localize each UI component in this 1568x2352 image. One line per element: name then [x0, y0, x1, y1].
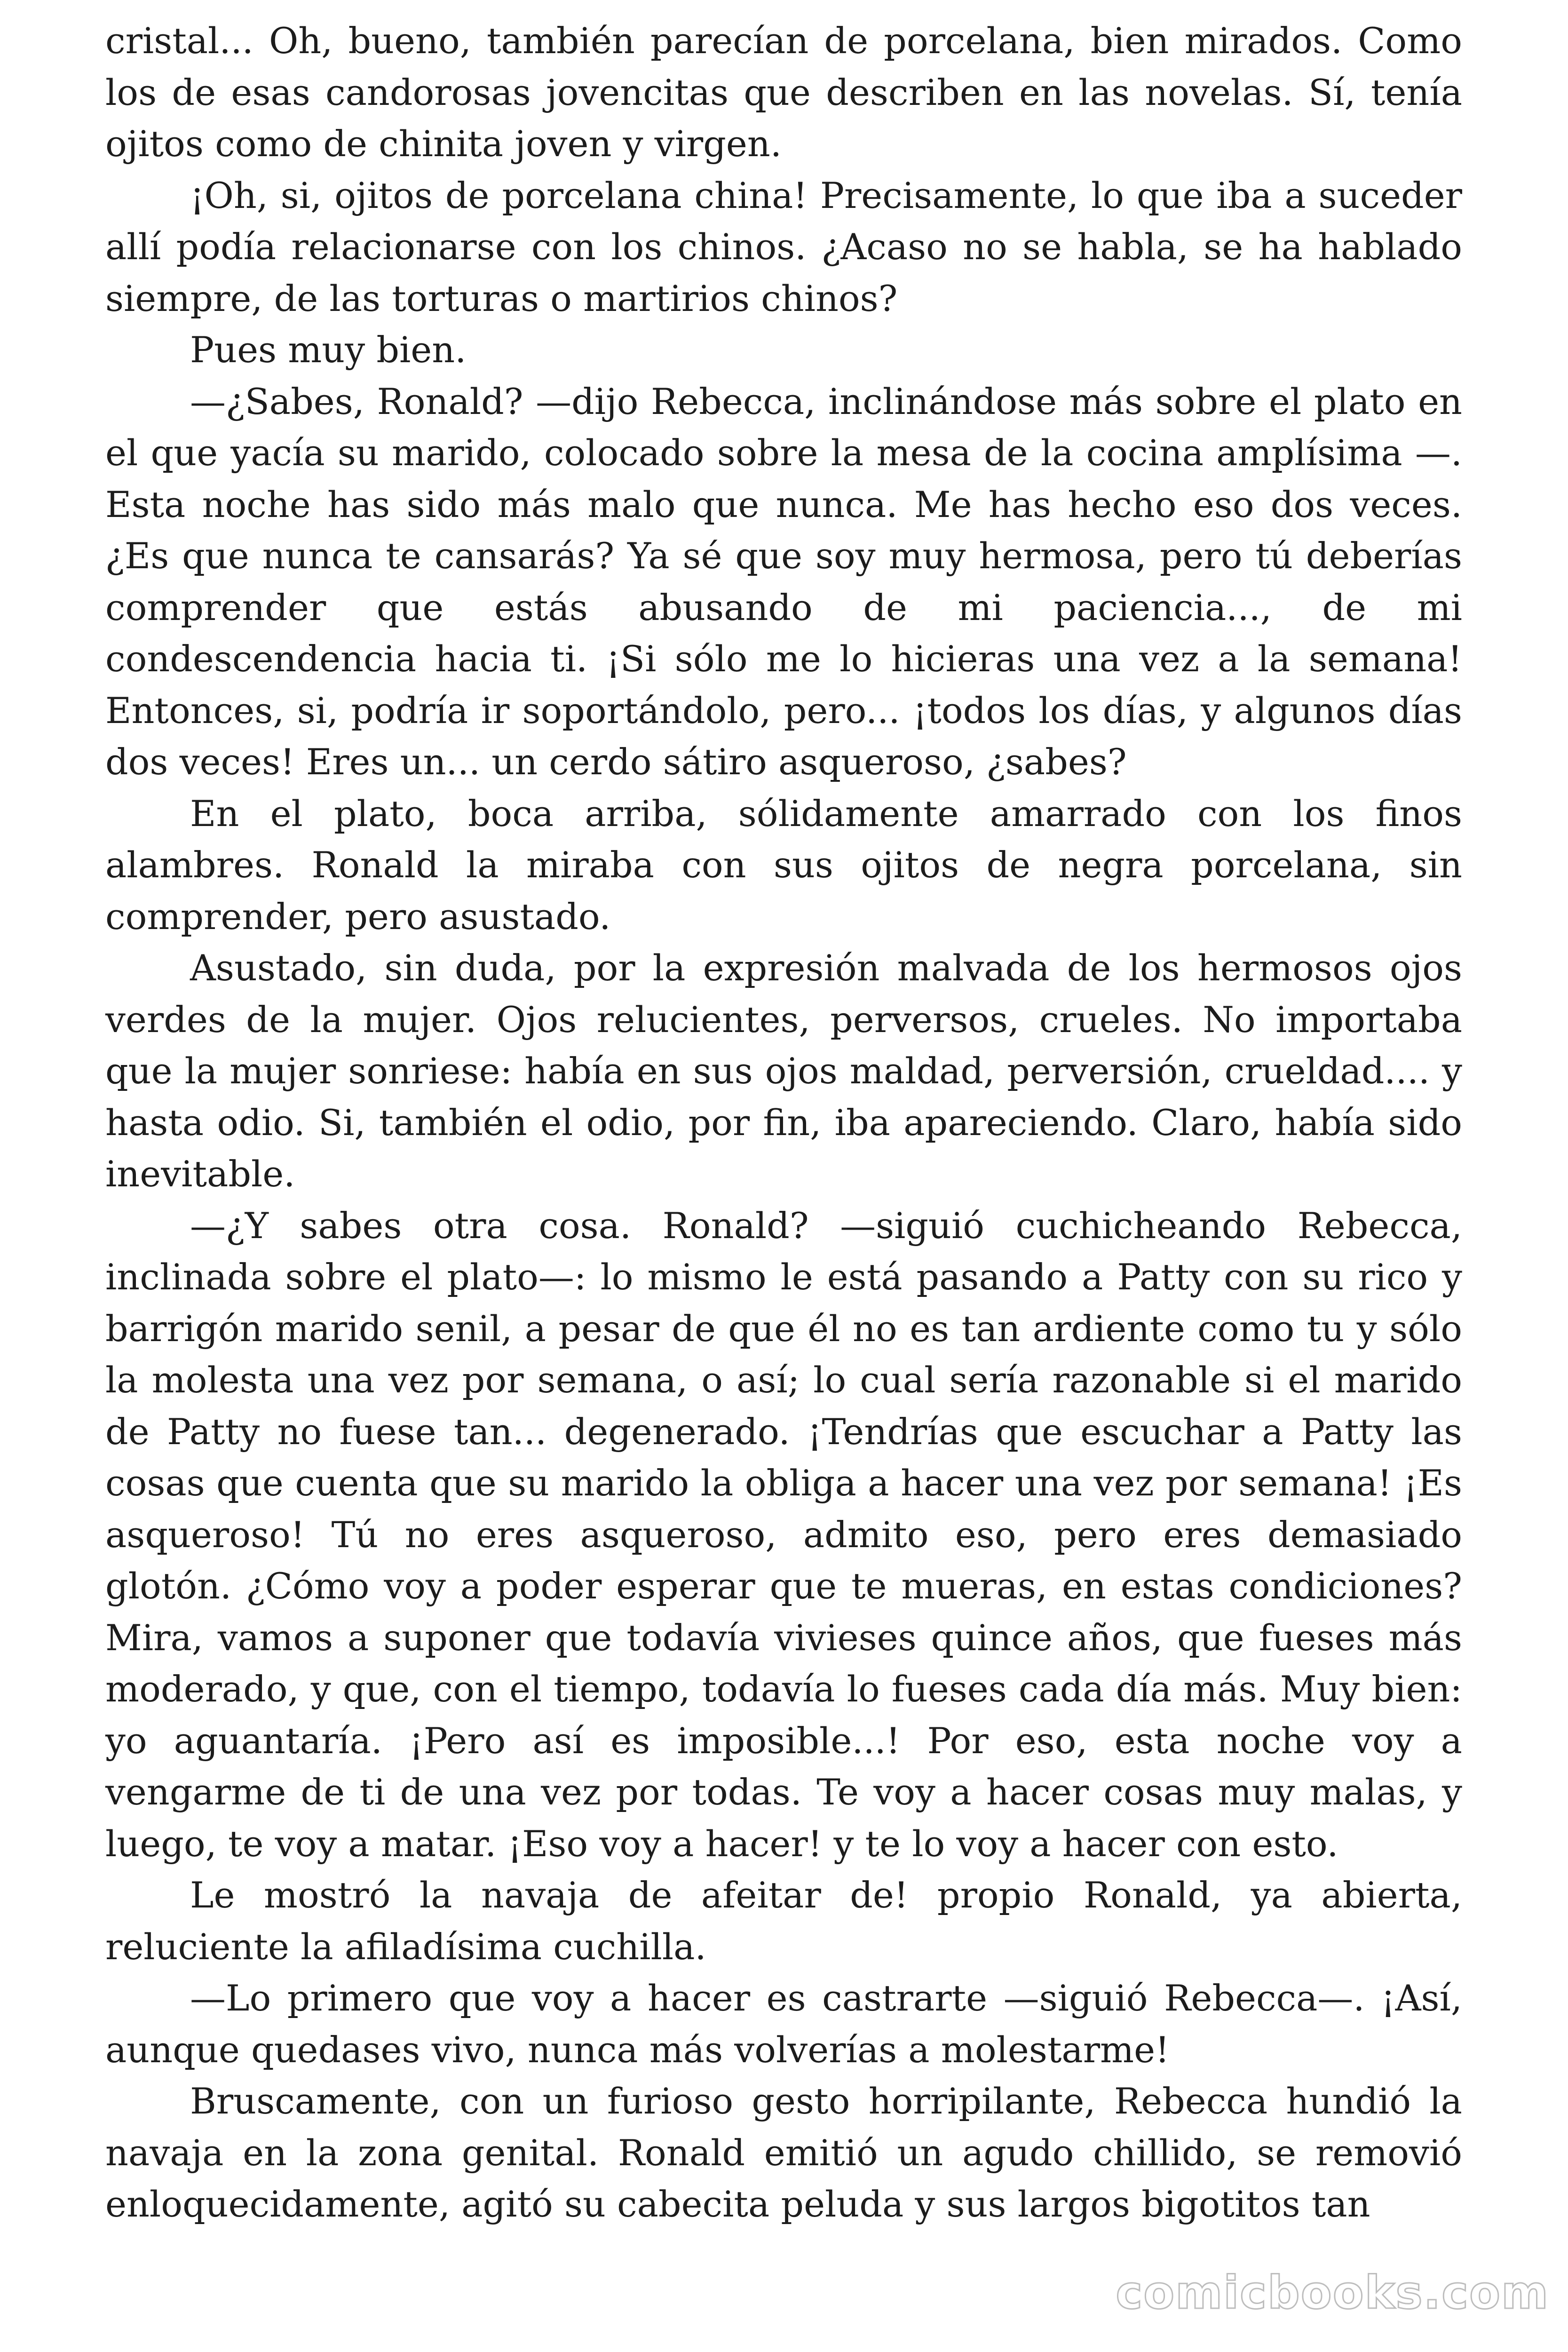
watermark: comicbooks.com — [1116, 2266, 1549, 2319]
paragraph-9: —Lo primero que voy a hacer es castrarte —siguió Rebecca—. ¡Así, aunque quedases vivo, nunca más volverías a molestarme! — [105, 1977, 1462, 2071]
paragraph-7: —¿Y sabes otra cosa. Ronald? —siguió cuchicheando Rebecca, inclinada sobre el plato—: lo mismo le está pasando a Patty con su rico y barrigón marido senil, a pesar de que él no es tan ardiente como tu y sólo la molesta una vez por semana, o así; lo cual sería razonable si el marido de Patty no fuese tan... degenerado. ¡Tendrías que escuchar a Patty las cosas que cuenta que su marido la obliga a hacer una vez por semana! ¡Es asqueroso! Tú no eres asqueroso, admito eso, pero eres demasiado glotón. ¿Cómo voy a poder esperar que te mueras, en estas condiciones? Mira, vamos a suponer que todavía vivieses quince años, que fueses más moderado, y que, con el tiempo, todavía lo fueses cada día más. Muy bien: yo aguantaría. ¡Pero así es imposible...! Por eso, esta noche voy a vengarme de ti de una vez por todas. Te voy a hacer cosas muy malas, y luego, te voy a matar. ¡Eso voy a hacer! y te lo voy a hacer con esto. — [105, 1204, 1462, 1865]
paragraph-10: Bruscamente, con un furioso gesto horripilante, Rebecca hundió la navaja en la zona genital. Ronald emitió un agudo chillido, se removió enloquecidamente, agitó su cabecita peluda y sus largos bigotitos tan — [105, 2080, 1462, 2225]
paragraph-4: —¿Sabes, Ronald? —dijo Rebecca, inclinándose más sobre el plato en el que yacía su marido, colocado sobre la mesa de la cocina amplísima —. Esta noche has sido más malo que nunca. Me has hecho eso dos veces. ¿Es que nunca te cansarás? Ya sé que soy muy hermosa, pero tú deberías comprender que estás abusando de mi paciencia..., de mi condescendencia hacia ti. ¡Si sólo me lo hicieras una vez a la semana! Entonces, si, podría ir soportándolo, pero... ¡todos los días, y algunos días dos veces! Eres un... un cerdo sátiro asqueroso, ¿sabes? — [105, 380, 1462, 783]
paragraph-6: Asustado, sin duda, por la expresión malvada de los hermosos ojos verdes de la mujer. Ojos relucientes, perversos, crueles. No importaba que la mujer sonriese: había en sus ojos maldad, perversión, crueldad.... y hasta odio. Si, también el odio, por fin, iba apareciendo. Claro, había sido inevitable. — [105, 947, 1462, 1195]
paragraph-1: cristal... Oh, bueno, también parecían de porcelana, bien mirados. Como los de esas candorosas jovencitas que describen en las novelas. Sí, tenía ojitos como de chinita joven y virgen. — [105, 20, 1462, 165]
text-body — [105, 15, 1462, 2230]
paragraph-3: Pues muy bien. — [190, 329, 467, 371]
paragraph-2: ¡Oh, si, ojitos de porcelana china! Precisamente, lo que iba a suceder allí podía relacionarse con los chinos. ¿Acaso no se habla, se ha hablado siempre, de las torturas o martirios chinos? — [105, 174, 1462, 319]
paragraph-8: Le mostró la navaja de afeitar de! propio Ronald, ya abierta, reluciente la afiladísima cuchilla. — [105, 1874, 1462, 1968]
paragraph-5: En el plato, boca arriba, sólidamente amarrado con los finos alambres. Ronald la miraba con sus ojitos de negra porcelana, sin comprender, pero asustado. — [105, 792, 1462, 938]
